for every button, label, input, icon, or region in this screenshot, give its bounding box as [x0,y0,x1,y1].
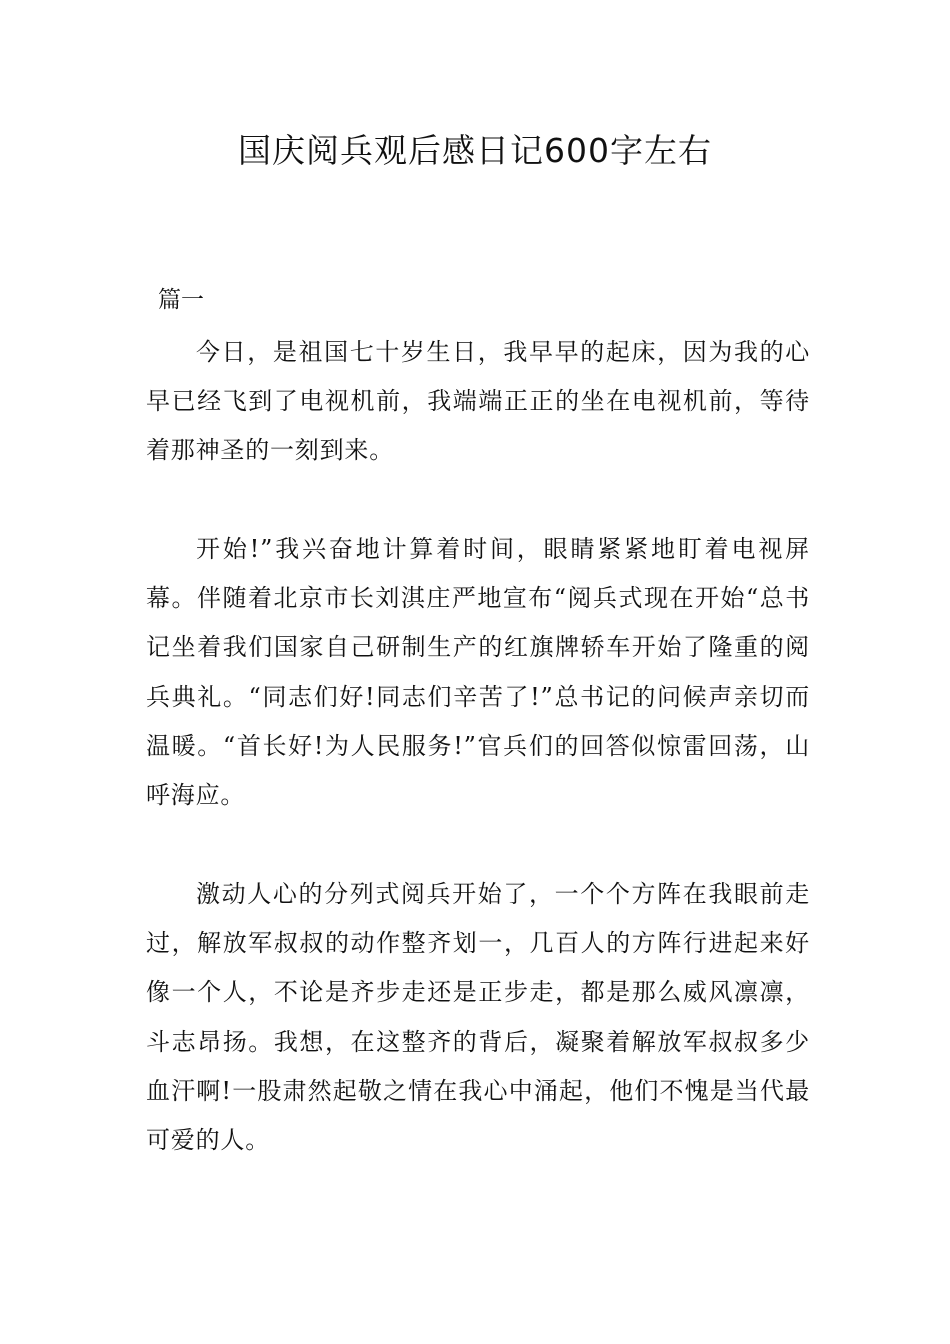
paragraph-3: 激动人心的分列式阅兵开始了，一个个方阵在我眼前走过，解放军叔叔的动作整齐划一，几百人的方阵行进起来好像一个人，不论是齐步走还是正步走，都是那么威风凛凛，斗志昂扬。我想，在这整齐的背后，凝聚着解放军叔叔多少血汗啊!一股肃然起敬之情在我心中涌起，他们不愧是当代最可爱的人。 [146,880,810,1155]
document-title: 国庆阅兵观后感日记600字左右 [238,131,712,170]
paragraph-1: 今日，是祖国七十岁生日，我早早的起床，因为我的心早已经飞到了电视机前，我端端正正的坐在电视机前，等待着那神圣的一刻到来。 [146,338,810,465]
section-label: 篇一 [158,287,204,313]
paragraph-2: 开始!”我兴奋地计算着时间，眼睛紧紧地盯着电视屏幕。伴随着北京市长刘淇庄严地宣布“阅兵式现在开始“总书记坐着我们国家自己研制生产的红旗牌轿车开始了隆重的阅兵典礼。“同志们好!同志们辛苦了!”总书记的问候声亲切而温暖。“首长好!为人民服务!”官兵们的回答似惊雷回荡，山呼海应。 [146,535,810,810]
